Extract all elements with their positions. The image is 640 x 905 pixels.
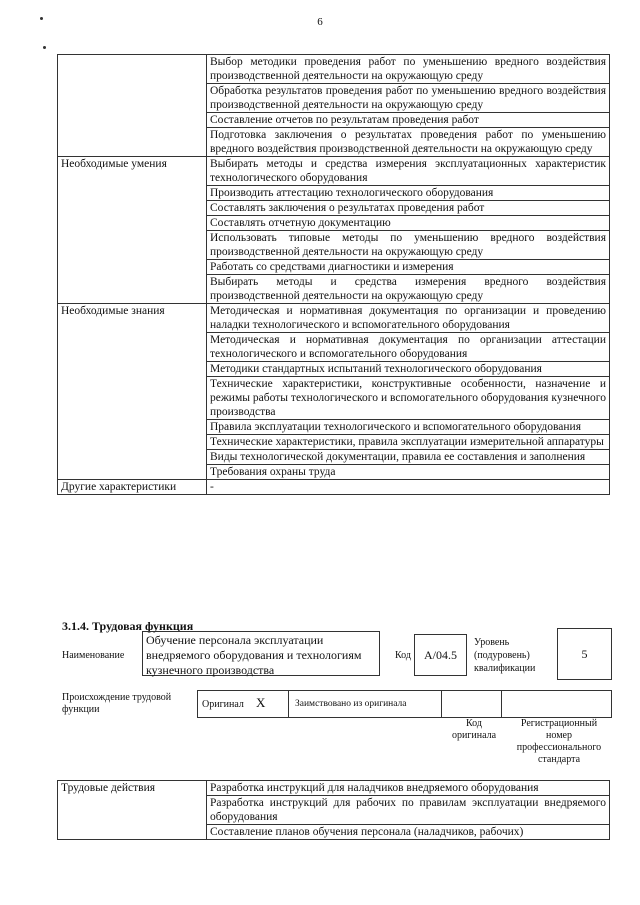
row-item: Разработка инструкций для наладчиков внедряемого оборудования (207, 781, 610, 796)
row-item: Выбирать методы и средства измерения вредного воздействия производственной деятельности на окружающую среду (207, 275, 610, 304)
registration-caption: Регистрационный номер профессионального стандарта (516, 718, 602, 765)
row-label: Необходимые знания (58, 304, 207, 480)
row-label: Необходимые умения (58, 157, 207, 304)
row-item: Составление планов обучения персонала (наладчиков, рабочих) (207, 825, 610, 840)
table-row (58, 781, 610, 796)
origin-table (197, 690, 610, 718)
row-item: Работать со средствами диагностики и измерения (207, 260, 610, 275)
table-row (58, 304, 610, 333)
scan-mark (40, 17, 43, 20)
row-item: Составлять отчетную документацию (207, 216, 610, 231)
row-item: Производить аттестацию технологического оборудования (207, 186, 610, 201)
code-original-caption: Код оригинала (451, 718, 497, 741)
borrowed-label: Заимствовано из оригинала (295, 699, 407, 709)
function-code-value: А/04.5 (414, 634, 467, 676)
table-row (58, 480, 610, 495)
row-label: Трудовые действия (58, 781, 207, 840)
requirements-table (57, 54, 610, 495)
row-item: Использовать типовые методы по уменьшению вредного воздействия производственной деятельности на окружающую среду (207, 231, 610, 260)
code-label: Код (395, 650, 411, 661)
row-item: - (207, 480, 610, 495)
row-item: Составлять заключения о результатах проведения работ (207, 201, 610, 216)
original-mark: X (256, 695, 266, 710)
table-row (58, 55, 610, 84)
row-item: Технические характеристики, конструктивные особенности, назначение и режимы работы технологического и вспомогательного оборудования кузнечного производства (207, 377, 610, 420)
row-item: Составление отчетов по результатам проведения работ (207, 113, 610, 128)
row-item: Методическая и нормативная документация по организации аттестации технологического и вспомогательного оборудования (207, 333, 610, 362)
row-item: Методическая и нормативная документация по организации и проведению наладки технологического и вспомогательного оборудования (207, 304, 610, 333)
section-title: 3.1.4. Трудовая функция (62, 619, 194, 633)
row-label (58, 55, 207, 157)
row-item: Выбирать методы и средства измерения эксплуатационных характеристик технологического оборудования (207, 157, 610, 186)
function-name-value: Обучение персонала эксплуатации внедряемого оборудования и технологиям кузнечного производства (142, 631, 380, 676)
origin-label: Происхождение трудовой функции (62, 692, 172, 715)
original-label: Оригинал (202, 699, 244, 710)
labor-actions-table (57, 780, 610, 840)
level-label: Уровень (подуровень) квалификации (474, 637, 536, 674)
row-label: Другие характеристики (58, 480, 207, 495)
name-label: Наименование (62, 650, 125, 661)
row-item: Технические характеристики, правила эксплуатации измерительной аппаратуры (207, 435, 610, 450)
page-number: 6 (317, 16, 323, 28)
row-item: Выбор методики проведения работ по уменьшению вредного воздействия производственной деятельности на окружающую среду (207, 55, 610, 84)
row-item: Обработка результатов проведения работ по уменьшению вредного воздействия производственной деятельности на окружающую среду (207, 84, 610, 113)
row-item: Виды технологической документации, правила ее составления и заполнения (207, 450, 610, 465)
scan-mark (43, 46, 46, 49)
row-item: Правила эксплуатации технологического и вспомогательного оборудования (207, 420, 610, 435)
row-item: Требования охраны труда (207, 465, 610, 480)
row-item: Подготовка заключения о результатах проведения работ по уменьшению вредного воздействия производственной деятельности на окружающую среду (207, 128, 610, 157)
row-item: Методики стандартных испытаний технологического оборудования (207, 362, 610, 377)
row-item: Разработка инструкций для рабочих по правилам эксплуатации внедряемого оборудования (207, 796, 610, 825)
level-value: 5 (557, 628, 612, 680)
table-row (58, 157, 610, 186)
